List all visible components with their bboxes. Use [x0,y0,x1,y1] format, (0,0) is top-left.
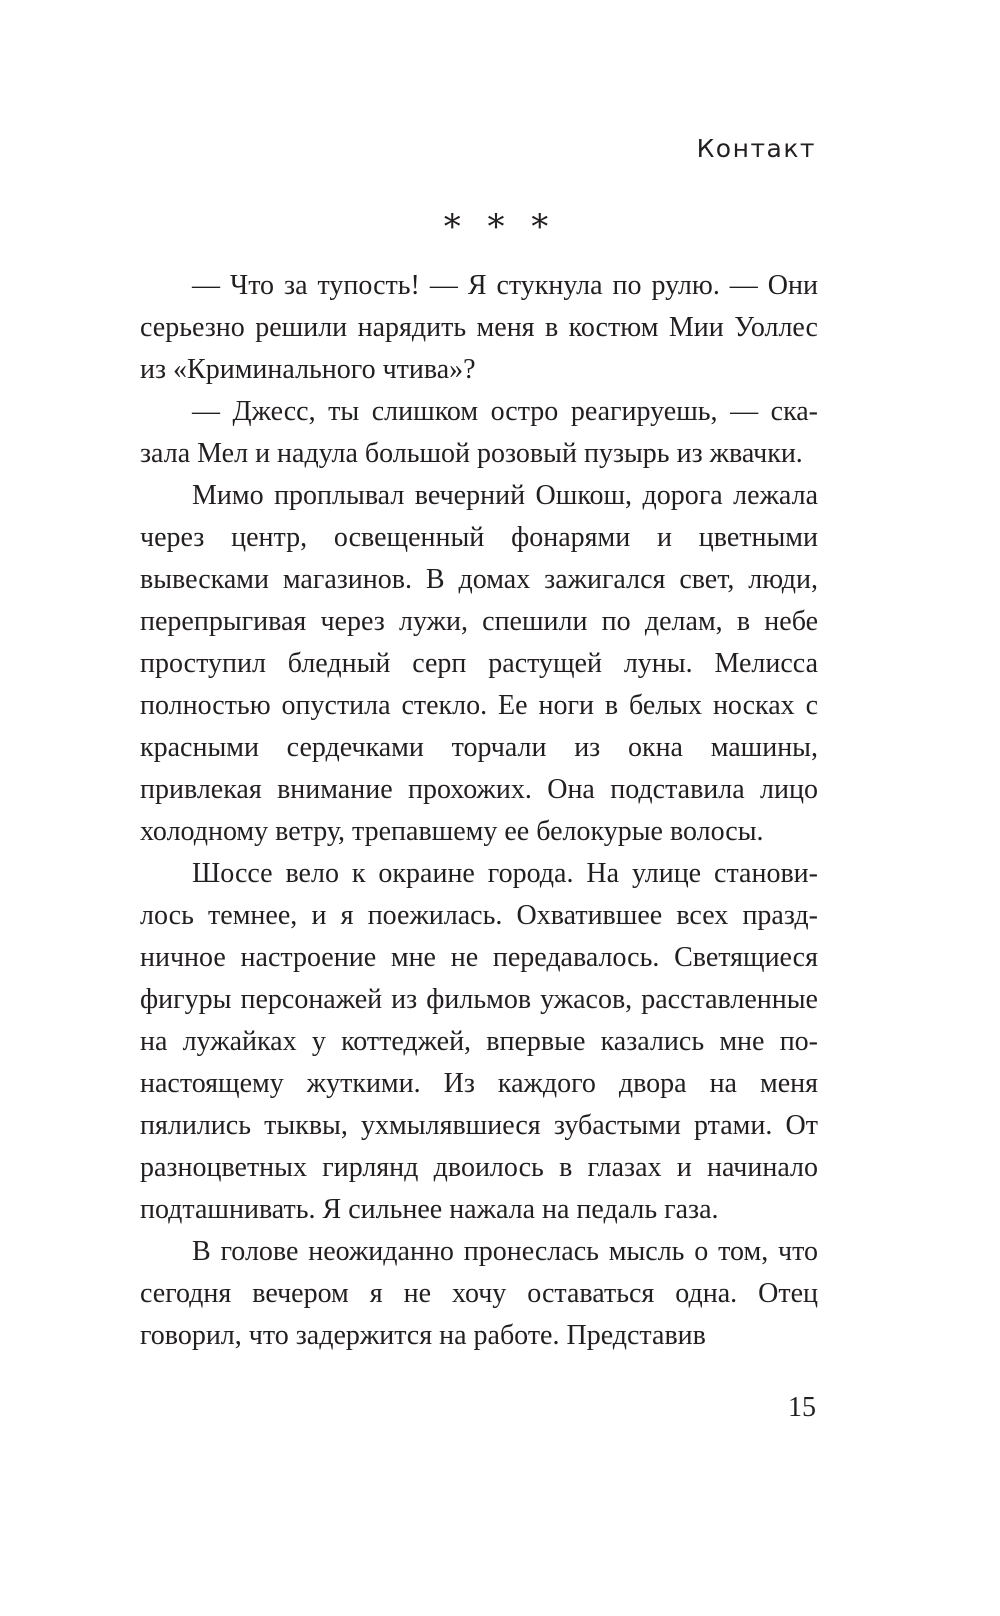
body-text [140,265,818,1357]
section-separator: * * * [443,207,557,247]
running-head-title: Контакт [696,134,816,163]
page-number: 15 [788,1392,816,1423]
paragraph: Мимо проплывал вечерний Ошкош, дорога лежала через центр, освещенный фонарями и цветными вывесками магазинов. В домах зажигался свет, люди, перепрыгивая через лужи, спешили по делам, в небе проступил бледный серп растущей луны. Мелисса полностью опустила стекло. Ее ноги в белых носках с красными сердечками торчали из окна машины, привлекая внимание прохожих. Она подставила лицо холодному ветру, трепавшему ее белокурые волосы. [140,480,818,847]
paragraph: — Что за тупость! — Я стукнула по рулю. — Они серьезно решили нарядить меня в костюм Мии Уоллес из «Криминального чтива»? [140,270,818,385]
paragraph: Шоссе вело к окраине города. На улице становилось темнее, и я поежилась. Охватившее всех праздничное настроение мне не передавалось. Светящиеся фигуры персонажей из фильмов ужасов, расставленные на лужайках у коттеджей, впервые казались мне по-настоящему жуткими. Из каждого двора на меня пялились тыквы, ухмылявшиеся зубастыми ртами. От разноцветных гирлянд двоилось в глазах и начинало подташнивать. Я сильнее нажала на педаль газа. [140,858,818,1225]
paragraph: В голове неожиданно пронеслась мысль о том, что сегодня вечером я не хочу оставаться одна. Отец говорил, что задержится на работе. Представив [140,1236,818,1351]
paragraph: — Джесс, ты слишком остро реагируешь, — сказала Мел и надула большой розовый пузырь из жвачки. [140,396,818,469]
